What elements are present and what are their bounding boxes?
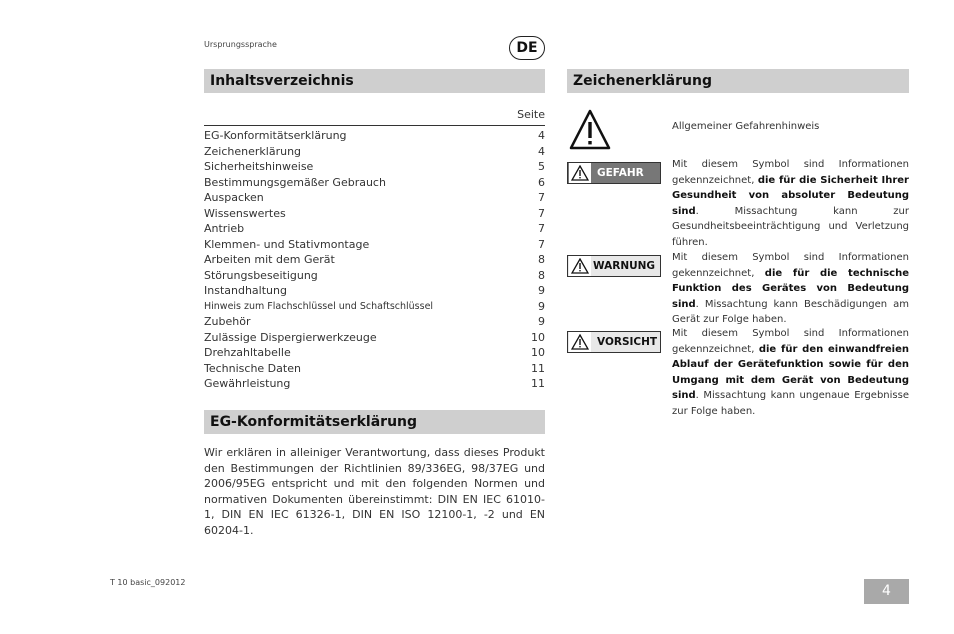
toc-item-page: 8 xyxy=(538,268,545,282)
toc-row xyxy=(204,330,545,346)
warnung-label-box xyxy=(567,255,661,277)
gefahr-label-box xyxy=(567,162,661,184)
toc-list xyxy=(204,128,545,392)
legend-title: Zeichenerklärung xyxy=(567,69,909,93)
toc-item-label: EG-Konformitätserklärung xyxy=(204,129,347,142)
general-hazard-text: Allgemeiner Gefahrenhinweis xyxy=(672,121,820,132)
toc-item-page: 4 xyxy=(538,144,545,158)
declaration-title: EG-Konformitätserklärung xyxy=(204,410,545,434)
toc-item-label: Zubehör xyxy=(204,315,251,328)
toc-item-label: Hinweis zum Flachschlüssel und Schaftschlüssel xyxy=(204,300,434,312)
warnung-text: Mit diesem Symbol sind Informationen gekennzeichnet, die für die technische Funktion des Gerätes von Bedeutung sind. Missachtung kann Beschädigungen am Gerät zur Folge haben. xyxy=(672,252,909,325)
toc-item-label: Technische Daten xyxy=(204,361,301,375)
toc-item-label: Antrieb xyxy=(204,222,245,235)
toc-item-page: 7 xyxy=(538,191,545,204)
toc-item-page: 11 xyxy=(531,361,545,375)
toc-row xyxy=(204,345,545,361)
toc-item-page: 7 xyxy=(538,222,545,235)
toc-item-label: Arbeiten mit dem Gerät xyxy=(204,253,335,266)
toc-item-page: 10 xyxy=(531,346,545,359)
vorsicht-label-box xyxy=(567,331,661,353)
toc-row xyxy=(204,128,545,144)
toc-row xyxy=(204,175,545,191)
toc-item-page: 11 xyxy=(531,377,545,390)
exclamation-triangle-icon xyxy=(569,109,611,151)
toc-item-page: 6 xyxy=(538,175,545,189)
toc-row xyxy=(204,299,545,315)
toc-item-label: Instandhaltung xyxy=(204,284,287,297)
toc-item-label: Zeichenerklärung xyxy=(204,144,302,158)
declaration-text: Wir erklären in alleiniger Verantwortung, dass dieses Produkt den Bestimmungen der Richtlinien 89/336EG, 98/37EG und 2006/95EG entspricht und mit den folgenden Normen und normativen Dokumenten übereinstimmt: DIN EN IEC 61010-1, DIN EN IEC 61326-1, DIN EN ISO 12100-1, -2 und EN 60204-1. xyxy=(204,446,545,537)
vorsicht-label: VORSICHT xyxy=(597,336,658,348)
toc-item-label: Wissenswertes xyxy=(204,206,286,220)
warning-triangle-icon xyxy=(569,163,591,183)
warning-triangle-icon xyxy=(569,332,591,352)
toc-row xyxy=(204,361,545,377)
toc-item-label: Störungsbeseitigung xyxy=(204,268,318,282)
toc-row xyxy=(204,376,545,392)
toc-title: Inhaltsverzeichnis xyxy=(204,69,545,93)
language-badge: DE xyxy=(509,36,545,60)
toc-item-page: 9 xyxy=(538,299,545,313)
toc-item-page: 10 xyxy=(531,330,545,344)
toc-item-page: 8 xyxy=(538,253,545,266)
toc-item-label: Gewährleistung xyxy=(204,377,291,390)
toc-row xyxy=(204,237,545,253)
toc-row xyxy=(204,268,545,284)
gefahr-label: GEFAHR xyxy=(597,167,644,179)
toc-item-label: Auspacken xyxy=(204,191,264,204)
toc-item-page: 5 xyxy=(538,160,545,173)
toc-row xyxy=(204,190,545,206)
toc-item-label: Sicherheitshinweise xyxy=(204,160,314,173)
toc-item-page: 7 xyxy=(538,237,545,251)
page-number: 4 xyxy=(864,579,909,604)
toc-row xyxy=(204,283,545,299)
toc-item-page: 9 xyxy=(538,284,545,297)
toc-row xyxy=(204,206,545,222)
toc-row xyxy=(204,159,545,175)
toc-divider xyxy=(204,125,545,126)
toc-item-label: Zulässige Dispergierwerkzeuge xyxy=(204,330,377,344)
toc-row xyxy=(204,221,545,237)
vorsicht-text: Mit diesem Symbol sind Informationen gekennzeichnet, die für den einwandfreien Ablauf der Gerätefunktion sowie für den Umgang mit dem Gerät von Bedeutung sind. Missachtung kann ungenaue Ergebnisse zur Folge haben. xyxy=(672,328,909,417)
toc-row xyxy=(204,314,545,330)
toc-page-label: Seite xyxy=(517,108,545,121)
warnung-label: WARNUNG xyxy=(593,260,656,272)
warning-triangle-icon xyxy=(569,256,591,276)
toc-item-label: Drehzahltabelle xyxy=(204,346,291,359)
document-code: T 10 basic_092012 xyxy=(110,578,186,587)
language-note: Ursprungssprache xyxy=(204,40,277,49)
toc-item-page: 4 xyxy=(538,129,545,142)
toc-item-label: Bestimmungsgemäßer Gebrauch xyxy=(204,175,386,189)
toc-row xyxy=(204,252,545,268)
toc-item-page: 7 xyxy=(538,206,545,220)
toc-item-page: 9 xyxy=(538,315,545,328)
toc-item-label: Klemmen- und Stativmontage xyxy=(204,237,370,251)
toc-row xyxy=(204,144,545,160)
gefahr-text: Mit diesem Symbol sind Informationen gekennzeichnet, die für die Sicherheit Ihrer Gesundheit von absoluter Bedeutung sind. Missachtung kann zur Gesundheitsbeeinträchtigung und Verletzung führen. xyxy=(672,159,909,248)
